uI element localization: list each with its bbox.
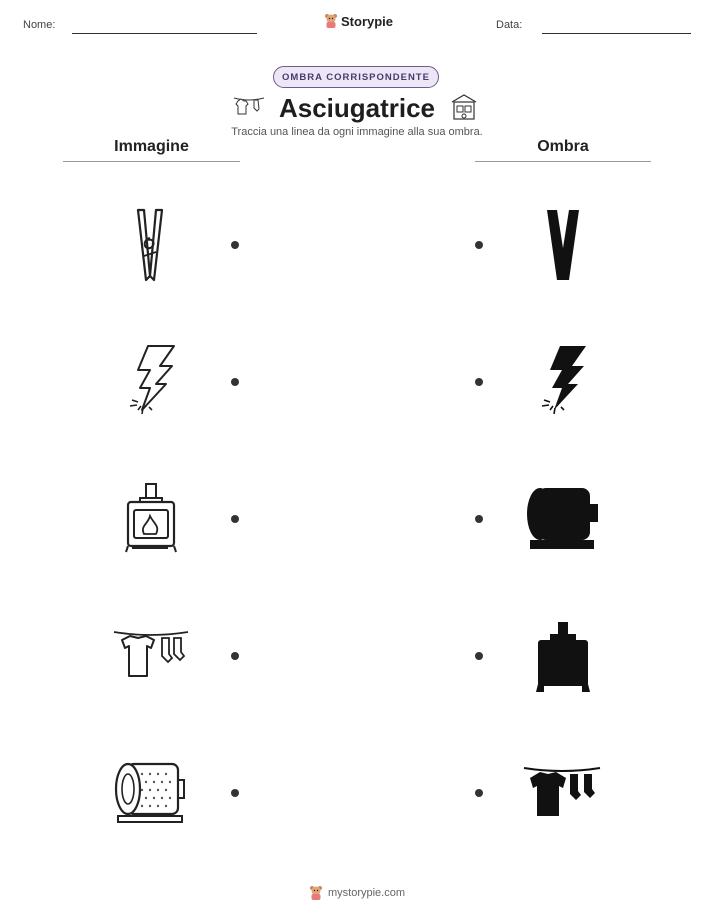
match-dot-left-3[interactable] <box>231 515 239 523</box>
match-dot-left-2[interactable] <box>231 378 239 386</box>
match-dot-left-5[interactable] <box>231 789 239 797</box>
match-dot-right-1[interactable] <box>475 241 483 249</box>
bear-icon <box>309 885 323 901</box>
lightning-icon <box>124 344 180 418</box>
clothespin-icon <box>130 208 170 282</box>
match-dot-right-2[interactable] <box>475 378 483 386</box>
activity-badge: OMBRA CORRISPONDENTE <box>273 66 439 88</box>
dryer-drum-icon <box>112 760 188 826</box>
clothespin-shadow <box>543 208 583 282</box>
match-dot-right-4[interactable] <box>475 652 483 660</box>
bear-icon <box>324 13 338 29</box>
match-dot-left-4[interactable] <box>231 652 239 660</box>
column-underline-right <box>475 161 651 162</box>
laundromat-icon <box>449 92 479 122</box>
brand-name: Storypie <box>341 13 394 29</box>
match-dot-left-1[interactable] <box>231 241 239 249</box>
name-line[interactable] <box>72 33 257 34</box>
brand-logo <box>324 13 393 29</box>
footer-url[interactable]: mystorypie.com <box>327 887 406 899</box>
match-dot-right-5[interactable] <box>475 789 483 797</box>
stove-shadow <box>534 620 592 694</box>
page-title: Asciugatrice <box>278 93 436 123</box>
name-label: Nome: <box>23 19 56 31</box>
column-underline-left <box>63 161 240 162</box>
instructions: Traccia una linea da ogni immagine alla sua ombra. <box>231 126 483 138</box>
stove-icon <box>122 482 180 556</box>
lightning-shadow <box>536 344 592 418</box>
column-header-shadow: Ombra <box>537 138 589 155</box>
date-line[interactable] <box>542 33 691 34</box>
clothesline-shadow <box>522 762 602 820</box>
dryer-drum-shadow <box>524 484 602 552</box>
column-header-image: Immagine <box>114 138 189 155</box>
date-label: Data: <box>496 19 523 31</box>
footer <box>0 885 714 901</box>
match-dot-right-3[interactable] <box>475 515 483 523</box>
clothesline-icon <box>112 626 190 684</box>
